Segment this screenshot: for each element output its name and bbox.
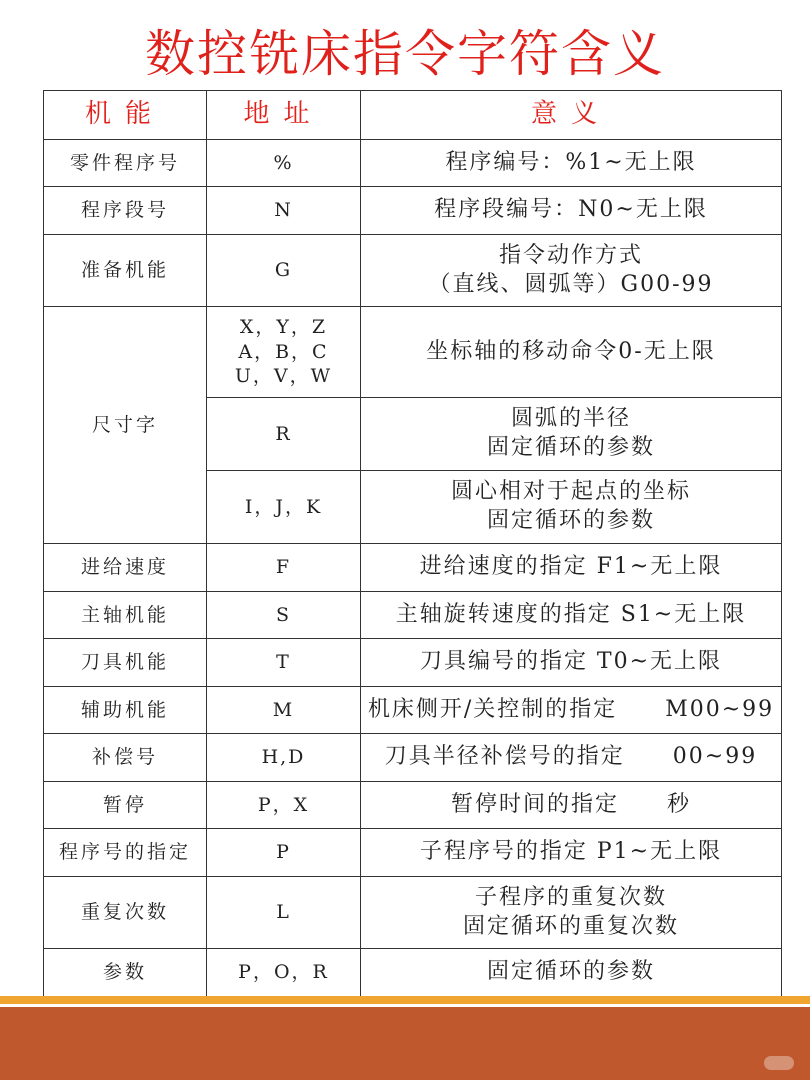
meaning-cell: 机床侧开/关控制的指定 M00~99: [361, 687, 782, 734]
function-cell: 暂停: [44, 782, 207, 829]
table-row: [44, 307, 782, 398]
address-cell: R: [207, 398, 361, 471]
meaning-cell: 刀具半径补偿号的指定 00~99: [361, 734, 782, 782]
meaning-line: 子程序的重复次数: [474, 884, 667, 910]
function-cell: 主轴机能: [44, 592, 207, 639]
meaning-cell: 程序段编号：N0~无上限: [361, 187, 782, 235]
table-row: [44, 639, 782, 687]
table-row: [44, 949, 782, 997]
address-cell: N: [207, 187, 361, 235]
meaning-cell: [361, 877, 782, 949]
meaning-cell: [361, 471, 782, 544]
header-function: 机能: [44, 91, 207, 140]
address-line: X，Y，Z: [239, 315, 328, 338]
table-row: [44, 877, 782, 949]
meaning-cell: 主轴旋转速度的指定 S1~无上限: [361, 592, 782, 639]
function-cell: 参数: [44, 949, 207, 997]
meaning-cell: 程序编号：%1~无上限: [361, 140, 782, 187]
address-cell: P: [207, 829, 361, 877]
function-cell: 程序号的指定: [44, 829, 207, 877]
table-row: [44, 140, 782, 187]
table-row: [44, 592, 782, 639]
function-cell: 尺寸字: [44, 307, 207, 544]
address-cell: S: [207, 592, 361, 639]
address-line: A，B，C: [238, 340, 329, 363]
table-header-row: [44, 91, 782, 140]
address-cell: M: [207, 687, 361, 734]
table-row: [44, 782, 782, 829]
address-cell: H,D: [207, 734, 361, 782]
meaning-line: 固定循环的参数: [486, 508, 655, 533]
address-cell: T: [207, 639, 361, 687]
function-cell: 准备机能: [44, 235, 207, 307]
address-cell: F: [207, 544, 361, 592]
meaning-line: 指令动作方式: [498, 242, 643, 268]
function-cell: 程序段号: [44, 187, 207, 235]
meaning-line: 圆心相对于起点的坐标: [450, 479, 691, 505]
address-cell: %: [207, 140, 361, 187]
address-cell: [207, 307, 361, 398]
meaning-cell: 子程序号的指定 P1~无上限: [361, 829, 782, 877]
command-table: [43, 90, 782, 997]
function-cell: 刀具机能: [44, 639, 207, 687]
function-cell: 进给速度: [44, 544, 207, 592]
table-row: [44, 187, 782, 235]
address-line: U，V，W: [234, 365, 333, 388]
header-meaning: 意义: [361, 91, 782, 140]
meaning-cell: [361, 398, 782, 471]
address-cell: P，X: [207, 782, 361, 829]
meaning-line: （直线、圆弧等）G00-99: [428, 271, 714, 297]
meaning-cell: [361, 235, 782, 307]
footer-band: [0, 1007, 810, 1080]
page-title: 数控铣床指令字符含义: [145, 25, 665, 83]
meaning-cell: 固定循环的参数: [361, 949, 782, 997]
header-address: 地址: [207, 91, 361, 140]
meaning-cell: 坐标轴的移动命令0-无上限: [361, 307, 782, 398]
address-cell: G: [207, 235, 361, 307]
address-cell: L: [207, 877, 361, 949]
address-cell: I，J，K: [207, 471, 361, 544]
meaning-line: 固定循环的重复次数: [462, 913, 679, 939]
function-cell: 辅助机能: [44, 687, 207, 734]
function-cell: 零件程序号: [44, 140, 207, 187]
meaning-line: 圆弧的半径: [510, 406, 631, 432]
footer-accent-line: [0, 996, 810, 1004]
meaning-cell: 进给速度的指定 F1~无上限: [361, 544, 782, 592]
meaning-cell: 刀具编号的指定 T0~无上限: [361, 639, 782, 687]
table-row: [44, 734, 782, 782]
watermark-icon: [764, 1056, 794, 1070]
table-row: [44, 829, 782, 877]
table-row: [44, 687, 782, 734]
meaning-cell: 暂停时间的指定 秒: [361, 782, 782, 829]
meaning-line: 固定循环的参数: [486, 435, 655, 460]
function-cell: 补偿号: [44, 734, 207, 782]
table-row: [44, 235, 782, 307]
address-cell: P，O，R: [207, 949, 361, 997]
function-cell: 重复次数: [44, 877, 207, 949]
table-row: [44, 544, 782, 592]
